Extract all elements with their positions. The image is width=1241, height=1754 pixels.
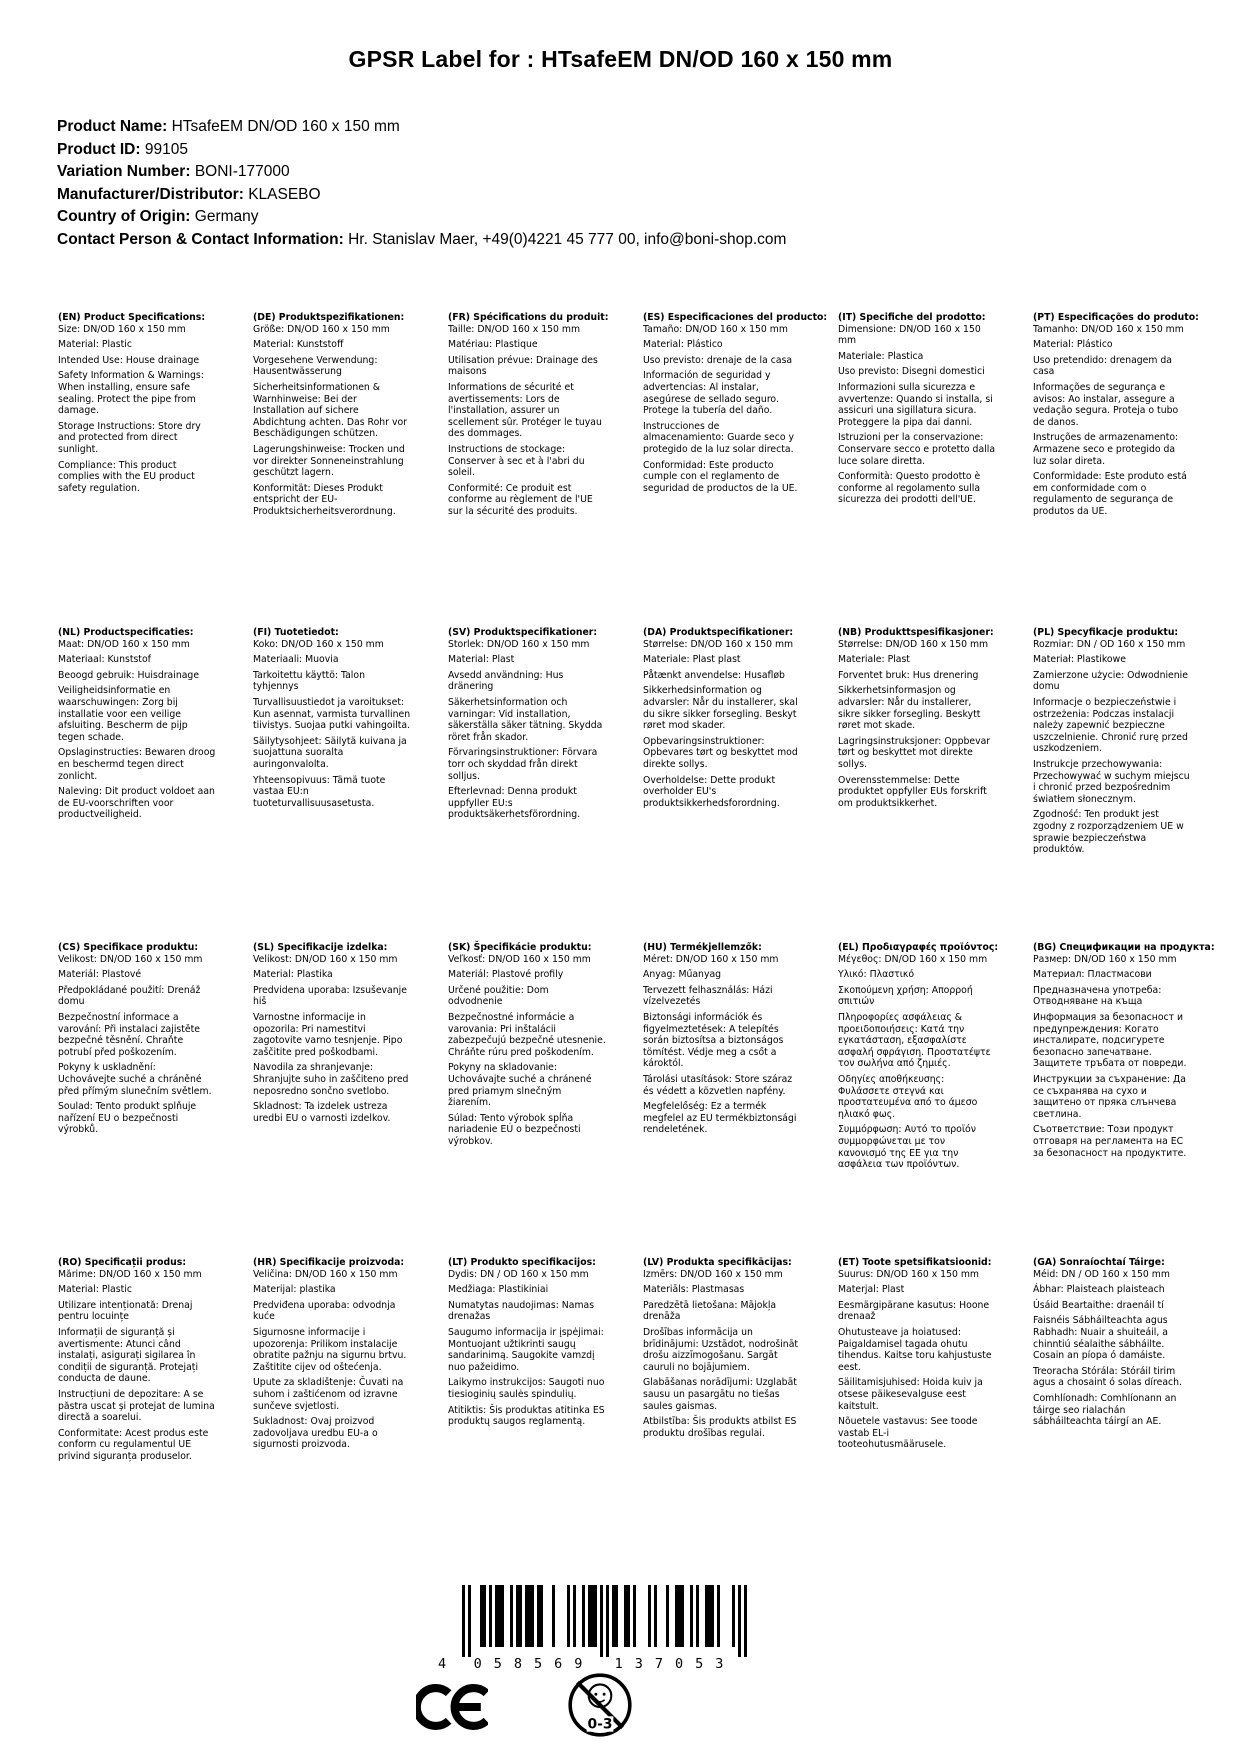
spec-paragraph: Megfelelőség: Ez a termék megfelel az EU termékbiztonsági rendeletének. [643,1101,797,1136]
spec-paragraph: Nõuetele vastavus: See toode vastab EL-i tooteohutusmäärusele. [838,1416,978,1451]
spec-paragraph: Материал: Пластмасови [1033,969,1152,981]
language-block-heading: (EL) Προδιαγραφές προϊόντος: [838,942,999,953]
spec-paragraph: Méret: DN/OD 160 x 150 mm [643,953,779,965]
language-block-heading: (EN) Product Specifications: [58,312,206,323]
info-field-value: HTsafeEM DN/OD 160 x 150 mm [171,118,400,135]
spec-paragraph: Material: Plastic [58,1284,132,1296]
spec-paragraph: Materijal: plastika [253,1284,336,1296]
barcode-bar [738,1585,741,1657]
language-block-it [838,312,996,627]
spec-paragraph: Veličina: DN/OD 160 x 150 mm [253,1268,398,1280]
spec-paragraph: Material: Plastic [58,339,132,351]
spec-paragraph: Conformidad: Este producto cumple con el reglamento de seguridad de productos de la UE. [643,459,798,494]
barcode-bar [501,1585,504,1647]
spec-paragraph: Súlad: Tento výrobok spĺňa nariadenie EÚ o bezpečnosti výrobkov. [448,1112,581,1147]
spec-paragraph: Méid: DN / OD 160 x 150 mm [1033,1268,1170,1280]
language-block-heading: (CS) Specifikace produktu: [58,942,199,953]
svg-text:0-3: 0-3 [587,1716,613,1733]
spec-paragraph: Ohutusteave ja hoiatused: Paigaldamisel tagada ohutu tihendus. Kaitse toru kahjustuste eest. [838,1326,992,1373]
spec-paragraph: Instrucciones de almacenamiento: Guarde seco y protegido de la luz solar directa. [643,420,794,455]
spec-paragraph: Materiāls: Plastmasas [643,1284,745,1296]
barcode-bar [711,1585,714,1647]
language-block-sk [448,942,606,1257]
language-block-da [643,627,801,942]
spec-paragraph: Zamierzone użycie: Odwodnienie domu [1033,669,1188,693]
language-block-heading: (HU) Termékjellemzők: [643,942,762,953]
spec-paragraph: Conformità: Questo prodotto è conforme al regolamento sulla sicurezza dei prodotti dell'UE. [838,471,981,506]
spec-paragraph: Μέγεθος: DN/OD 160 x 150 mm [838,953,988,965]
barcode-bar [648,1585,651,1647]
spec-paragraph: Uso previsto: drenaje de la casa [643,354,793,366]
spec-paragraph: Compliance: This product complies with the EU product safety regulation. [58,459,195,494]
language-block-heading: (FR) Spécifications du produit: [448,312,609,323]
spec-paragraph: Medžiaga: Plastikiniai [448,1284,549,1296]
barcode-bar [483,1585,486,1647]
spec-paragraph: Veľkosť: DN/OD 160 x 150 mm [448,953,591,965]
spec-paragraph: Atitiktis: Šis produktas atitinka ES produktų saugos reglamentą. [448,1404,605,1428]
language-block-heading: (NB) Produkttspesifikasjoner: [838,627,994,638]
language-block-heading: (HR) Specifikacije proizvoda: [253,1257,405,1268]
spec-paragraph: Naleving: Dit product voldoet aan de EU-voorschriften voor productveiligheid. [58,786,215,821]
spec-paragraph: Materjal: Plast [838,1284,905,1296]
spec-paragraph: Instructions de stockage: Conserver à sec et à l'abri du soleil. [448,443,585,479]
language-block-heading: (DE) Produktspezifikationen: [253,312,405,323]
spec-paragraph: Material: Plastika [253,969,333,981]
spec-paragraph: Størrelse: DN/OD 160 x 150 mm [838,638,989,650]
language-block-el [838,942,999,1257]
language-block-bg [1033,942,1215,1257]
spec-paragraph: Pokyny na skladovanie: Uchovávajte suché a chránené pred priamym slnečným žiarením. [448,1062,592,1109]
spec-paragraph: Informações de segurança e avisos: Ao instalar, assegure a vedação segura. Proteja o tubo de danos. [1033,381,1179,428]
info-field [57,186,786,203]
spec-paragraph: Säilitamisjuhised: Hoida kuiv ja otsese päikesevalguse eest kaitstult. [838,1377,983,1412]
barcode-bar [666,1585,669,1647]
barcode-bar [633,1585,636,1647]
spec-paragraph: Dimensione: DN/OD 160 x 150 mm [838,323,981,347]
spec-paragraph: Säilytysohjeet: Säilytä kuivana ja suojattuna suoralta auringonvalolta. [253,735,407,770]
spec-paragraph: Πληροφορίες ασφάλειας & προειδοποιήσεις: Κατά την εγκατάσταση, εξασφαλίστε ασφαλή σφράγιση. Προστατέψτε τον σωλήνα από ζημιές. [838,1011,991,1070]
spec-paragraph: Forventet bruk: Hus drenering [838,669,979,681]
spec-paragraph: Påtænkt anvendelse: Husafløb [643,669,785,681]
spec-paragraph: Conformité: Ce produit est conforme au règlement de l'UE sur la sécurité des produits. [448,482,593,517]
spec-paragraph: Rozmiar: DN / OD 160 x 150 mm [1033,638,1186,650]
spec-paragraph: Sicherheitsinformationen & Warnhinweise: Bei der Installation auf sichere Abdichtung achten. Das Rohr vor Beschädigungen schützen. [253,381,407,440]
language-block-heading: (FI) Tuotetiedot: [253,627,339,638]
spec-paragraph: Velikost: DN/OD 160 x 150 mm [253,953,398,965]
spec-paragraph: Οδηγίες αποθήκευσης: Φυλάσσετε στεγνά και προστατευμένα από το άμεσο ηλιακό φως. [838,1073,978,1120]
spec-paragraph: Informații de siguranță și avertismente: Atunci când instalați, asigurați sigilarea în condiții de siguranță. Protejați conducta de daune. [58,1326,199,1385]
barcode-first-digit: 4 [438,1656,447,1672]
page-title: GPSR Label for : HTsafeEM DN/OD 160 x 150 mm [348,46,893,72]
barcode-bar [489,1585,492,1647]
spec-paragraph: Taille: DN/OD 160 x 150 mm [448,323,581,335]
spec-paragraph: Storlek: DN/OD 160 x 150 mm [448,638,590,650]
language-block-heading: (BG) Спецификации на продукта: [1033,942,1215,953]
spec-paragraph: Predviđena uporaba: odvodnja kuće [253,1299,396,1323]
barcode-bar [696,1585,699,1647]
language-block-nb [838,627,996,942]
language-block-fi [253,627,411,942]
spec-paragraph: Comhlíonadh: Comhlíonann an táirge seo rialachán sábháilteachta táirgí an AE. [1033,1392,1177,1428]
barcode-bar [531,1585,534,1647]
language-block-ga [1033,1257,1191,1572]
spec-paragraph: Předpokládané použití: Drenáž domu [58,984,201,1008]
language-block-heading: (DA) Produktspecifikationer: [643,627,794,638]
language-block-heading: (PL) Specyfikacje produktu: [1033,627,1179,638]
language-block-ro [58,1257,216,1572]
spec-paragraph: Tervezett felhasználás: Házi vízelvezetés [643,984,773,1008]
spec-paragraph: Intended Use: House drainage [58,354,200,366]
info-field-value: 99105 [144,140,188,158]
info-field-label: Product Name: [57,118,172,135]
info-field [57,163,786,180]
spec-paragraph: Material: Plástico [643,339,723,351]
barcode-bar [573,1585,576,1647]
spec-paragraph: Förvaringsinstruktioner: Förvara torr och skyddad från direkt solljus. [448,747,598,782]
spec-paragraph: Opslaginstructies: Bewaren droog en beschermd tegen direct zonlicht. [58,747,216,782]
language-block-hr [253,1257,411,1572]
spec-paragraph: Instrucțiuni de depozitare: A se păstra uscat și protejat de lumina directă a soarelui. [58,1388,215,1424]
language-block-heading: (PT) Especificações do produto: [1033,312,1199,323]
spec-paragraph: Size: DN/OD 160 x 150 mm [58,323,186,335]
barcode-bar [732,1585,735,1647]
spec-paragraph: Utilizare intenționată: Drenaj pentru locuințe [58,1299,193,1323]
ce-mark-icon [416,1684,488,1734]
spec-paragraph: Informazioni sulla sicurezza e avvertenze: Quando si installa, si assicuri una sigillatura sicura. Proteggere la pipa dai danni. [838,381,993,428]
spec-paragraph: Pokyny k uskladnění: Uchovávejte suché a chráněné před přímým slunečním světlem. [58,1062,212,1097]
spec-paragraph: Materiaali: Muovia [253,654,339,666]
spec-paragraph: Materiál: Plastové [58,969,142,981]
spec-paragraph: Glabāšanas norādījumi: Uzglabāt sausu un pasargātu no tiešas saules gaismas. [643,1377,797,1412]
spec-paragraph: Conformidade: Este produto está em conformidade com o regulamento de segurança de produtos da UE. [1033,471,1187,517]
barcode-bar [462,1585,465,1657]
spec-paragraph: Conformitate: Acest produs este conform cu regulamentul UE privind siguranța produselor. [58,1427,209,1462]
spec-paragraph: Sikkerhedsinformation og advarsler: Når du installerer, skal du sikre sikker forsegling. Beskyt røret mod skader. [643,685,798,732]
spec-paragraph: Numatytas naudojimas: Namas drenažas [448,1299,595,1323]
spec-paragraph: Safety Information & Warnings: When installing, ensure safe sealing. Protect the pipe from damage. [58,370,204,417]
spec-paragraph: Größe: DN/OD 160 x 150 mm [253,323,390,335]
spec-paragraph: Predvidena uporaba: Izsuševanje hiš [253,984,407,1008]
spec-paragraph: Tárolási utasítások: Store száraz és védett a közvetlen napfény. [643,1073,793,1097]
barcode-bar [717,1585,720,1647]
language-block-hu [643,942,801,1257]
barcode-right-digits: 137053 [614,1656,736,1672]
spec-paragraph: Υλικό: Πλαστικό [838,969,915,981]
spec-paragraph: Σκοπούμενη χρήση: Απορροή σπιτιών [838,984,973,1008]
spec-paragraph: Sukladnost: Ovaj proizvod zadovoljava uredbu EU-a o sigurnosti proizvoda. [253,1416,378,1451]
spec-paragraph: Efterlevnad: Denna produkt uppfyller EU:s produktsäkerhetsförordning. [448,786,581,821]
barcode-bar [582,1585,585,1647]
spec-paragraph: Uso pretendido: drenagem da casa [1033,354,1173,378]
spec-paragraph: Eesmärgipärane kasutus: Hoone drenaaž [838,1299,990,1323]
language-block-lv [643,1257,801,1572]
language-block-en [58,312,216,627]
barcode-bar [615,1585,618,1647]
spec-paragraph: Určené použitie: Dom odvodnenie [448,984,549,1008]
language-block-heading: (LT) Produkto specifikacijos: [448,1257,596,1268]
spec-paragraph: Zgodność: Ten produkt jest zgodny z rozporządzeniem UE w sprawie bezpieczeństwa produktów. [1033,809,1184,856]
spec-paragraph: Maat: DN/OD 160 x 150 mm [58,638,190,650]
spec-paragraph: Velikost: DN/OD 160 x 150 mm [58,953,203,965]
language-block-de [253,312,411,627]
spec-paragraph: Soulad: Tento produkt splňuje nařízení EU o bezpečnosti výrobků. [58,1101,197,1136]
spec-paragraph: Konformität: Dieses Produkt entspricht der EU-Produktsicherheitsverordnung. [253,482,396,517]
language-block-heading: (SL) Specifikacije izdelka: [253,942,388,953]
spec-paragraph: Materiál: Plastové profily [448,969,564,981]
language-block-et [838,1257,996,1572]
info-field-label: Country of Origin: [57,208,195,225]
language-block-heading: (ET) Toote spetsifikatsioonid: [838,1257,992,1268]
spec-paragraph: Overensstemmelse: Dette produktet oppfyller EUs forskrift om produktsikkerhet. [838,774,987,809]
spec-paragraph: Material: Plast [448,654,515,666]
language-block-pt [1033,312,1199,627]
spec-paragraph: Información de seguridad y advertencias: Al instalar, asegúrese de sellado seguro. Protege la tubería del daño. [643,370,779,417]
barcode-bar [654,1585,657,1647]
spec-paragraph: Izmērs: DN/OD 160 x 150 mm [643,1268,783,1280]
spec-paragraph: Laikymo instrukcijos: Saugoti nuo tiesioginių saulės spindulių. [448,1377,605,1400]
info-field-value: KLASEBO [248,185,321,203]
spec-paragraph: Materiale: Plastica [838,350,924,362]
barcode-bar [627,1585,630,1647]
spec-paragraph: Размер: DN/OD 160 x 150 mm [1033,953,1177,965]
spec-paragraph: Yhteensopivuus: Tämä tuote vastaa EU:n tuoteturvallisuusasetusta. [253,774,386,809]
spec-paragraph: Materiale: Plast plast [643,654,741,666]
barcode-bar [468,1585,471,1657]
spec-paragraph: Instrukcje przechowywania: Przechowywać w suchym miejscu i chronić przed bezpośrednim światłem słonecznym. [1033,758,1190,805]
spec-paragraph: Lagringsinstruksjoner: Oppbevar tørt og beskyttet mot direkte sollys. [838,735,991,770]
info-field-label: Contact Person & Contact Information: [57,230,349,248]
barcode-bar [744,1585,747,1657]
spec-paragraph: Mărime: DN/OD 160 x 150 mm [58,1268,202,1280]
spec-paragraph: Bezpečnostní informace a varování: Při instalaci zajistěte bezpečné těsnění. Chraňte potrubí před poškozením. [58,1011,200,1058]
info-field [57,231,786,248]
spec-paragraph: Veiligheidsinformatie en waarschuwingen: Zorg bij installatie voor een veilige afsluiting. Bescherm de pijp tegen schade. [58,685,188,743]
info-field-label: Variation Number: [57,163,195,180]
spec-paragraph: Paredzētā lietošana: Mājokļa drenāža [643,1299,777,1323]
spec-paragraph: Съответствие: Този продукт отговаря на регламента на ЕС за безопасност на продуктите. [1033,1124,1187,1159]
spec-paragraph: Material: Kunststoff [253,339,344,351]
barcode-bar [540,1585,543,1647]
spec-paragraph: Предназначена употреба: Отводняване на къща [1033,984,1162,1008]
language-grid [58,312,1228,1572]
language-block-cs [58,942,216,1257]
info-field-label: Product ID: [57,140,145,158]
language-block-heading: (IT) Specifiche del prodotto: [838,312,986,323]
barcode-bar [606,1585,609,1657]
spec-paragraph: Materiał: Plastikowe [1033,654,1126,666]
barcode-bar [681,1585,684,1647]
language-block-fr [448,312,609,627]
spec-paragraph: Matériau: Plastique [448,339,538,351]
spec-paragraph: Συμμόρφωση: Αυτό το προϊόν συμμορφώνεται με τον κανονισμό της ΕΕ για την ασφάλεια των προϊόντων. [838,1124,976,1171]
barcode-bar [690,1585,693,1647]
barcode-bar [510,1585,513,1647]
spec-paragraph: Utilisation prévue: Drainage des maisons [448,354,598,378]
info-field-value: BONI-177000 [194,163,290,180]
spec-paragraph: Sigurnosne informacije i upozorenja: Prilikom instalacije obratite pažnju na sigurnu brtvu. Zaštitite cijev od oštećenja. [253,1326,407,1373]
barcode-bar [567,1585,570,1647]
spec-paragraph: Skladnost: Ta izdelek ustreza uredbi EU o varnosti izdelkov. [253,1101,391,1124]
language-block-heading: (SV) Produktspecifikationer: [448,627,598,638]
spec-paragraph: Størrelse: DN/OD 160 x 150 mm [643,638,794,650]
language-block-heading: (GA) Sonraíochtaí Táirge: [1033,1257,1165,1268]
barcode-left-digits: 058569 [473,1656,595,1672]
spec-paragraph: Varnostne informacije in opozorila: Pri namestitvi zagotovite varno tesnjenje. Pipo zaščitite pred poškodbami. [253,1011,403,1058]
spec-paragraph: Avsedd användning: Hus dränering [448,669,564,693]
spec-paragraph: Suurus: DN/OD 160 x 150 mm [838,1268,979,1280]
spec-paragraph: Säkerhetsinformation och varningar: Vid installation, säkerställa säker tätning. Skydda röret från skador. [448,696,603,743]
spec-paragraph: Materiale: Plast [838,654,910,666]
spec-paragraph: Информация за безопасност и предупреждения: Когато инсталирате, подсигурете безопасно запечатване. Защитете тръбата от повреди. [1033,1011,1187,1070]
spec-paragraph: Uso previsto: Disegni domestici [838,366,985,378]
spec-paragraph: Tarkoitettu käyttö: Talon tyhjennys [253,669,365,693]
language-block-es [643,312,828,627]
barcode-bar [600,1585,603,1657]
spec-paragraph: Informacje o bezpieczeństwie i ostrzeżenia: Podczas instalacji należy zapewnić bezpieczne uszczelnienie. Chronić rurę przed uszkodzeniem. [1033,696,1188,755]
spec-paragraph: Biztonsági információk és figyelmeztetések: A telepítés során biztosítsa a biztonságos tömítést. Védje meg a csőt a károktól. [643,1011,784,1070]
product-info-block [57,118,786,253]
info-field [57,118,786,135]
age-warning-0-3-icon [563,1668,637,1746]
spec-paragraph: Turvallisuustiedot ja varoitukset: Kun asennat, varmista turvallinen tiivistys. Suojaa putki vahingoilta. [253,696,411,732]
barcode-bar [594,1585,597,1647]
spec-paragraph: Beoogd gebruik: Huisdrainage [58,669,200,681]
spec-paragraph: Koko: DN/OD 160 x 150 mm [253,638,384,650]
spec-paragraph: Anyag: Műanyag [643,969,722,981]
spec-paragraph: Dydis: DN / OD 160 x 150 mm [448,1268,589,1280]
spec-paragraph: Instruções de armazenamento: Armazene seco e protegido da luz solar direta. [1033,432,1179,467]
spec-paragraph: Saugumo informacija ir įspėjimai: Montuojant užtikrinti saugų sandarinimą. Saugokite vamzdį nuo pažeidimo. [448,1326,604,1373]
info-field-label: Manufacturer/Distributor: [57,185,249,203]
language-block-heading: (NL) Productspecificaties: [58,627,194,638]
language-block-heading: (SK) Špecifikácie produktu: [448,942,592,953]
spec-paragraph: Material: Plástico [1033,339,1113,351]
language-block-pl [1033,627,1191,942]
spec-paragraph: Bezpečnostné informácie a varovania: Pri inštalácii zabezpečujú bezpečné utesnenie. Chráňte rúru pred poškodením. [448,1011,606,1058]
language-block-heading: (RO) Specificații produs: [58,1257,187,1268]
barcode-bar [552,1585,555,1647]
spec-paragraph: Opbevaringsinstruktioner: Opbevares tørt og beskyttet mod direkte sollys. [643,735,798,770]
spec-paragraph: Upute za skladištenje: Čuvati na suhom i zaštićenom od izravne sunčeve svjetlosti. [253,1377,404,1412]
spec-paragraph: Lagerungshinweise: Trocken und vor direkter Sonneneinstrahlung geschützt lagern. [253,443,405,479]
language-block-heading: (LV) Produkta specifikācijas: [643,1257,792,1268]
spec-paragraph: Storage Instructions: Store dry and protected from direct sunlight. [58,420,201,455]
language-block-nl [58,627,216,942]
spec-paragraph: Vorgesehene Verwendung: Hausentwässerung [253,354,378,378]
spec-paragraph: Atbilstība: Šis produkts atbilst ES produktu drošības regulai. [643,1416,797,1439]
spec-paragraph: Faisnéis Sábháilteachta agus Rabhadh: Nuair a shuiteáil, a chinntiú séalaithe sábháilte. Cosain an píopa ó damáiste. [1033,1315,1168,1362]
language-block-sl [253,942,411,1257]
spec-paragraph: Materiaal: Kunststof [58,654,151,666]
language-block-sv [448,627,606,942]
spec-paragraph: Treoracha Stórála: Stóráil tirim agus a chosaint ó solas díreach. [1033,1365,1182,1389]
info-field [57,208,786,225]
spec-paragraph: Drošības informācija un brīdinājumi: Uzstādot, nodrošināt drošu aizzīmogošanu. Sargāt cauruli no bojājumiem. [643,1326,799,1373]
info-field [57,141,786,158]
language-block-lt [448,1257,606,1572]
ean13-barcode [438,1585,747,1677]
spec-paragraph: Istruzioni per la conservazione: Conservare secco e protetto dalla luce solare diretta. [838,432,996,467]
spec-paragraph: Инструкции за съхранение: Да се съхранява на сухо и защитено от пряка слънчева светлина. [1033,1073,1187,1120]
spec-paragraph: Informations de sécurité et avertissements: Lors de l'installation, assurer un scellement sûr. Protéger le tuyau des dommages. [448,381,602,440]
language-block-heading: (ES) Especificaciones del producto: [643,312,828,323]
spec-paragraph: Tamanho: DN/OD 160 x 150 mm [1033,323,1184,335]
spec-paragraph: Ábhar: Plaisteach plaisteach [1033,1284,1165,1296]
info-field-value: Germany [194,208,259,225]
spec-paragraph: Navodila za shranjevanje: Shranjujte suho in zaščiteno pred neposredno sončno svetlobo. [253,1062,409,1097]
spec-paragraph: Úsáid Beartaithe: draenáil tí [1033,1299,1164,1311]
spec-paragraph: Sikkerhetsinformasjon og advarsler: Når du installerer, sikre sikker forsegling. Beskytt røret mot skade. [838,685,981,732]
spec-paragraph: Tamaño: DN/OD 160 x 150 mm [643,323,788,335]
spec-paragraph: Overholdelse: Dette produkt overholder EU's produktsikkerhedsforordning. [643,774,780,809]
info-field-value: Hr. Stanislav Maer, +49(0)4221 45 777 00, info@boni-shop.com [348,230,787,248]
barcode-bar [519,1585,522,1647]
